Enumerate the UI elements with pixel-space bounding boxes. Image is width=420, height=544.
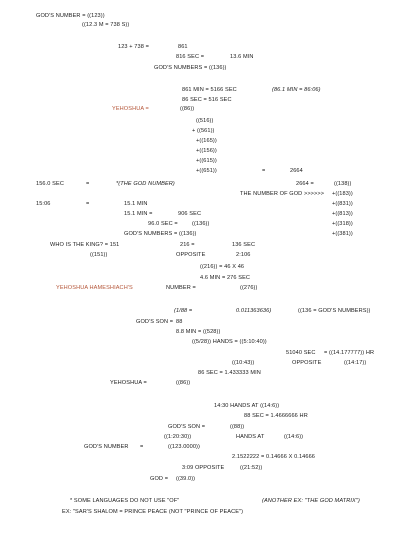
text-line: ((10:43)) — [232, 360, 255, 366]
text-line: 216 = — [180, 242, 195, 248]
text-line: ((86)) — [180, 106, 195, 112]
text-line: 15.1 MIN = — [124, 211, 153, 217]
text-line: 96.0 SEC = — [148, 221, 178, 227]
text-line: GOD'S SON = — [136, 319, 174, 325]
text-line: GOD'S SON = — [168, 424, 206, 430]
text-line: 156.0 SEC — [36, 181, 64, 187]
text-line: 15.1 MIN — [124, 201, 148, 207]
text-line: = — [86, 201, 90, 207]
text-line: ((88)) — [230, 424, 245, 430]
text-line: GOD'S NUMBER — [84, 444, 129, 450]
text-line: ((14:17)) — [344, 360, 367, 366]
text-line: +((615)) — [196, 158, 217, 164]
text-line: GOD'S NUMBERS = ((136)) — [124, 231, 197, 237]
text-line: ((216)) = 46 X 46 — [200, 264, 245, 270]
footnote-line: * SOME LANGUAGES DO NOT USE "OF" — [70, 498, 180, 504]
text-line: (1/88 = — [174, 308, 193, 314]
text-line: ((276)) — [240, 285, 258, 291]
text-line: ((151)) — [90, 252, 108, 258]
text-line: 88 SEC = 1.4666666 HR — [244, 413, 308, 419]
text-line: 88 — [176, 319, 183, 325]
text-line: 2664 = — [296, 181, 314, 187]
text-line: ((516)) — [196, 118, 214, 124]
text-line: (86.1 MIN = 86:06) — [272, 87, 321, 93]
text-line: 51040 SEC — [286, 350, 316, 356]
text-line: +((813)) — [332, 211, 353, 217]
text-line: +((831)) — [332, 201, 353, 207]
text-line: GOD = — [150, 476, 169, 482]
text-line: *(THE GOD NUMBER) — [116, 181, 175, 187]
text-line: 3:09 OPPOSITE — [182, 465, 225, 471]
name-yehoshua-hameshiach: YEHOSHUA HAMESHIACH'S — [56, 285, 133, 291]
text-line: = ((14.177777)) HR — [324, 350, 375, 356]
text-line: ((14:6)) — [284, 434, 304, 440]
text-line: +((318)) — [332, 221, 353, 227]
text-line: HANDS AT — [236, 434, 265, 440]
text-line: 2.1522222 = 0.14666 X 0.14666 — [232, 454, 315, 460]
text-line: +((381)) — [332, 231, 353, 237]
text-line: ((12.3 M = 738 S)) — [82, 22, 130, 28]
text-line: ((39.0)) — [176, 476, 196, 482]
text-line: GOD'S NUMBERS = ((136)) — [154, 65, 227, 71]
text-line: 861 — [178, 44, 188, 50]
text-line: ((86)) — [176, 380, 191, 386]
text-line: +((156)) — [196, 148, 217, 154]
text-line: = — [86, 181, 90, 187]
text-line: 816 SEC = — [176, 54, 205, 60]
footnote-line: (ANOTHER EX: "THE GOD MATRIX") — [262, 498, 360, 504]
text-line: ((136 = GOD'S NUMBERS)) — [298, 308, 371, 314]
text-line: +((183)) — [332, 191, 353, 197]
text-line: + ((561)) — [192, 128, 215, 134]
text-line: ((5/28)) HANDS = ((5:10:40)) — [192, 339, 267, 345]
heading-gods-number: GOD'S NUMBER = ((123)) — [36, 13, 105, 19]
text-line: NUMBER = — [166, 285, 196, 291]
footnote-line: EX: "SAR'S SHALOM = PRINCE PEACE (NOT "PRINCE OF PEACE") — [62, 509, 244, 515]
text-line: 86 SEC = 1.433333 MIN — [198, 370, 261, 376]
text-line: OPPOSITE — [292, 360, 322, 366]
text-line: ((123.0000)) — [168, 444, 200, 450]
text-line: 8.8 MIN = ((528)) — [176, 329, 221, 335]
text-line: ((1:20:30)) — [164, 434, 192, 440]
text-line: ((138)) — [334, 181, 352, 187]
text-line: ((21:52)) — [240, 465, 263, 471]
text-line: OPPOSITE — [176, 252, 206, 258]
text-line: WHO IS THE KING? = 151 — [50, 242, 120, 248]
text-line: 136 SEC — [232, 242, 256, 248]
text-line: 0.011363636) — [236, 308, 272, 314]
text-line: = — [262, 168, 266, 174]
text-line: 906 SEC — [178, 211, 202, 217]
text-line: 123 + 738 = — [118, 44, 149, 50]
text-line: +((165)) — [196, 138, 217, 144]
text-line: YEHOSHUA = — [110, 380, 147, 386]
text-line: 2:106 — [236, 252, 251, 258]
text-line: 86 SEC = 516 SEC — [182, 97, 232, 103]
text-line: 15:06 — [36, 201, 51, 207]
text-line: 13.6 MIN — [230, 54, 254, 60]
text-line: 861 MIN = 5166 SEC — [182, 87, 237, 93]
text-line: 14:30 HANDS AT ((14:6)) — [214, 403, 280, 409]
text-line: THE NUMBER OF GOD >>>>>> — [240, 191, 325, 197]
text-line: 2664 — [290, 168, 303, 174]
text-line: ((136)) — [192, 221, 210, 227]
text-line: +((651)) — [196, 168, 217, 174]
text-line: 4.6 MIN = 276 SEC — [200, 275, 251, 281]
text-line: = — [140, 444, 144, 450]
name-yehoshua: YEHOSHUA = — [112, 106, 149, 112]
